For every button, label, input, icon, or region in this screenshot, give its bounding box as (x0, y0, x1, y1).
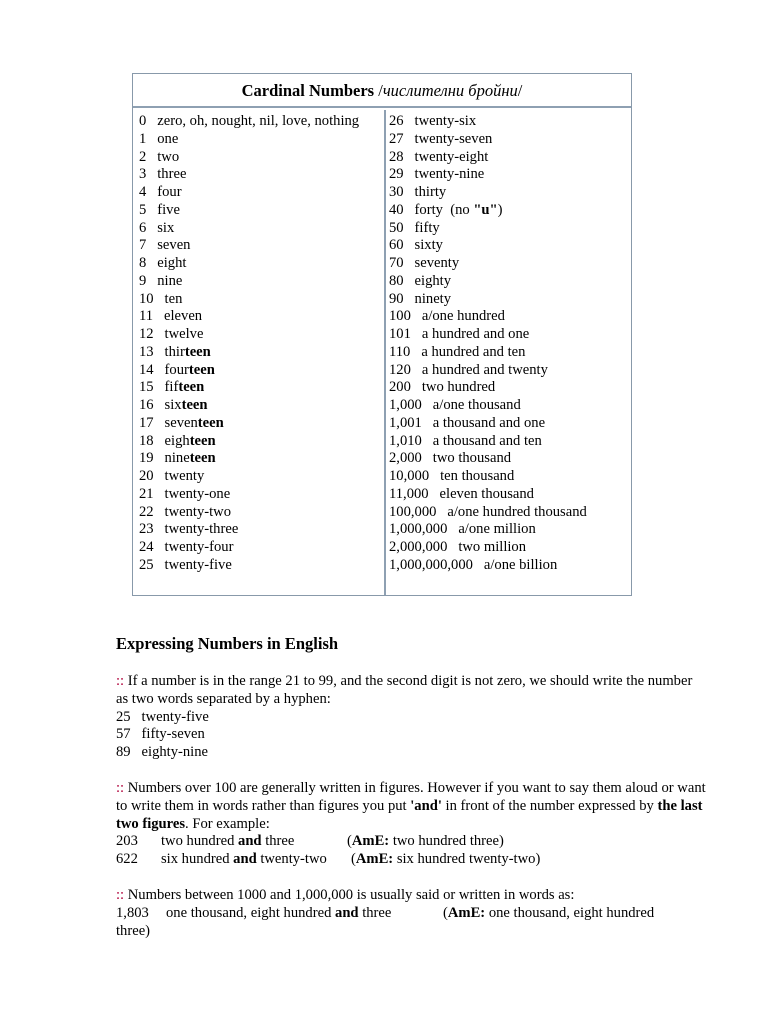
row-word-bold: teen (184, 343, 211, 360)
row-word: a hundred and one (421, 326, 530, 342)
row-number: 30 (389, 184, 404, 200)
table-row (139, 220, 359, 238)
bullet-colons: :: (116, 780, 125, 796)
row-number: 19 (139, 450, 154, 467)
table-row (389, 326, 587, 344)
bold-and: 'and' (410, 797, 442, 814)
row-number: 24 (139, 539, 154, 555)
table-row (389, 255, 587, 273)
row-number: 80 (389, 272, 404, 289)
row-word: two million (458, 539, 527, 555)
table-row (389, 344, 587, 362)
table-row (389, 468, 587, 486)
example-number: 25 (116, 708, 131, 725)
row-number: 15 (139, 379, 154, 396)
table-row (389, 131, 587, 149)
table-row (139, 149, 359, 167)
row-word: nine (157, 272, 183, 289)
row-word: forty (no (414, 201, 474, 218)
ame-note (347, 833, 504, 851)
left-column (139, 113, 359, 575)
table-row (139, 166, 359, 184)
row-word: two thousand (432, 450, 512, 467)
bold-last-two-figures: the last two figures (116, 797, 703, 832)
row-number: 40 (389, 201, 404, 218)
row-number: 70 (389, 255, 404, 271)
table-row (389, 521, 587, 539)
table-row (139, 362, 359, 380)
row-word: two hundred (421, 379, 496, 396)
row-number: 11,000 (389, 485, 429, 502)
row-word: six (157, 219, 175, 236)
table-row (389, 273, 587, 291)
row-number: 11 (139, 308, 154, 325)
table-row (139, 397, 359, 415)
row-word: eighty (414, 272, 452, 289)
row-word: twenty-four (164, 539, 234, 555)
row-word: eight (157, 255, 187, 271)
ame-note (443, 905, 654, 923)
row-word: sixty (414, 237, 443, 254)
title-sep: / (374, 81, 383, 100)
example-words (166, 905, 391, 923)
example-line (116, 833, 706, 851)
row-number: 14 (139, 361, 154, 378)
row-number: 13 (139, 343, 154, 360)
row-word-bold: teen (189, 432, 216, 449)
ame-label: AmE: (447, 904, 486, 921)
row-word: nine (164, 450, 190, 467)
ame-text: one thousand, eight hundred (485, 904, 655, 921)
row-number: 100 (389, 308, 411, 325)
row-number: 101 (389, 326, 411, 342)
ame-paren: ( (347, 833, 352, 850)
row-word: ten (164, 290, 183, 307)
table-row (389, 433, 587, 451)
table-row (139, 273, 359, 291)
row-word: a thousand and ten (432, 432, 542, 449)
row-word-bold: teen (188, 361, 215, 378)
example-line (116, 851, 706, 869)
row-word: ninety (414, 290, 452, 307)
row-word: four (157, 184, 182, 200)
example-word: three (261, 833, 295, 850)
row-word: a hundred and ten (421, 343, 526, 360)
row-word: seven (157, 237, 191, 254)
table-row (389, 291, 587, 309)
row-number: 200 (389, 379, 411, 396)
bold-and: and (233, 851, 257, 868)
row-number: 50 (389, 219, 404, 236)
row-word: twenty-seven (414, 130, 493, 147)
ame-label: AmE: (355, 851, 394, 868)
table-row (389, 220, 587, 238)
row-number: 18 (139, 432, 154, 449)
row-word: seven (164, 414, 198, 431)
row-word: fifty (414, 219, 440, 236)
ame-note (351, 851, 540, 869)
row-word: six (164, 397, 182, 413)
row-word-bold: teen (189, 450, 216, 467)
row-number: 25 (139, 556, 154, 573)
table-row (389, 450, 587, 468)
row-word: a/one billion (483, 556, 558, 573)
row-word: twenty-nine (414, 166, 485, 183)
example-word: fifty-seven (141, 726, 205, 743)
paragraph-body: in front of the number expressed by (441, 797, 658, 814)
example-number: 203 (116, 833, 138, 850)
table-row (389, 362, 587, 380)
example-line (116, 709, 706, 727)
ame-text: two hundred three) (389, 833, 504, 850)
paragraph-body: . For example: (185, 815, 270, 832)
row-word: twenty-eight (414, 148, 489, 165)
row-word-bold: teen (178, 379, 205, 396)
row-number: 1,000,000,000 (389, 556, 473, 573)
table-row (139, 255, 359, 273)
row-word: twenty-six (414, 113, 477, 129)
row-word: ten thousand (440, 468, 515, 484)
example-number: 622 (116, 851, 138, 868)
example-number: 1,803 (116, 904, 149, 921)
ame-text: six hundred twenty-two) (393, 851, 541, 868)
table-row (389, 166, 587, 184)
ame-continuation: three) (116, 922, 151, 939)
row-number: 9 (139, 272, 147, 289)
row-number: 28 (389, 148, 404, 165)
row-number: 21 (139, 485, 154, 502)
table-row (389, 539, 587, 557)
title-english: Cardinal Numbers (241, 81, 375, 100)
row-number: 1,010 (389, 432, 422, 449)
table-row (139, 184, 359, 202)
row-word: twenty (164, 468, 205, 484)
row-number: 60 (389, 237, 404, 254)
table-row (139, 450, 359, 468)
table-row (139, 308, 359, 326)
row-word: four (164, 361, 189, 378)
row-number: 1 (139, 130, 147, 147)
example-word: one thousand, eight hundred (166, 904, 336, 921)
example-line (116, 905, 706, 923)
table-row (139, 539, 359, 557)
table-row (389, 308, 587, 326)
row-number: 10,000 (389, 468, 430, 484)
row-number: 16 (139, 397, 154, 413)
row-word: twenty-three (164, 521, 239, 538)
row-word-bold: teen (197, 414, 224, 431)
table-row (389, 202, 587, 220)
paragraph-text (116, 673, 706, 709)
table-row (139, 557, 359, 575)
row-number: 0 (139, 113, 147, 129)
example-number: 89 (116, 744, 131, 761)
paragraph-body: Numbers over 100 are generally written in figures. However if you want to say them aloud or want to write them in words rather than figures you put (116, 780, 706, 814)
row-word: twenty-one (164, 485, 231, 502)
bold-and: and (238, 833, 262, 850)
cardinal-numbers-table (132, 73, 632, 596)
paragraph-hyphen (116, 673, 706, 762)
row-word: a/one thousand (432, 397, 521, 413)
table-title (133, 74, 631, 108)
table-row (139, 486, 359, 504)
row-word-bold: "u" (473, 201, 498, 218)
row-number: 7 (139, 237, 147, 254)
row-number: 2 (139, 148, 147, 165)
example-word: three (358, 904, 392, 921)
paragraph-over-100 (116, 780, 706, 869)
row-word-bold: teen (181, 397, 208, 413)
row-word: thir (164, 343, 185, 360)
paragraph-text (116, 780, 706, 833)
row-word: twenty-five (164, 556, 232, 573)
table-body (133, 110, 631, 595)
paragraph-body: Numbers between 1000 and 1,000,000 is usually said or written in words as: (124, 887, 575, 903)
row-number: 26 (389, 113, 404, 129)
table-row (139, 433, 359, 451)
section-heading: Expressing Numbers in English (116, 634, 339, 653)
ame-label: AmE: (351, 833, 390, 850)
table-row (389, 486, 587, 504)
row-number: 27 (389, 130, 404, 147)
table-row (389, 184, 587, 202)
bullet-colons: :: (116, 673, 125, 689)
row-word: a hundred and twenty (421, 361, 548, 378)
table-row (139, 504, 359, 522)
row-number: 12 (139, 326, 154, 342)
row-number: 100,000 (389, 503, 437, 520)
row-word: twelve (164, 326, 204, 342)
row-number: 8 (139, 255, 147, 271)
row-number: 2,000 (389, 450, 422, 467)
row-word: eleven (164, 308, 203, 325)
table-row (389, 113, 587, 131)
row-word: eleven thousand (439, 485, 534, 502)
row-number: 4 (139, 184, 147, 200)
table-row (389, 237, 587, 255)
right-column (389, 113, 587, 575)
table-row (389, 557, 587, 575)
table-row (139, 344, 359, 362)
ame-paren: ( (443, 904, 448, 921)
example-line (116, 726, 706, 744)
row-word: a/one hundred (421, 308, 505, 325)
table-row (139, 237, 359, 255)
example-line (116, 744, 706, 762)
row-word: seventy (414, 255, 460, 271)
row-number: 5 (139, 201, 147, 218)
row-number: 3 (139, 166, 147, 183)
row-word: a/one hundred thousand (447, 503, 587, 520)
row-word: eigh (164, 432, 190, 449)
table-row (389, 504, 587, 522)
table-row (139, 468, 359, 486)
row-word: fif (164, 379, 179, 396)
table-row (139, 415, 359, 433)
row-word: a/one million (458, 521, 536, 538)
table-row (389, 379, 587, 397)
example-word: twenty-two (256, 851, 327, 868)
example-words (161, 851, 327, 869)
row-number: 90 (389, 290, 404, 307)
table-row (139, 131, 359, 149)
table-row (139, 521, 359, 539)
row-number: 110 (389, 343, 411, 360)
paragraph-text (116, 887, 706, 905)
table-row (139, 202, 359, 220)
table-row (139, 326, 359, 344)
bold-and: and (335, 904, 359, 921)
row-word: zero, oh, nought, nil, love, nothing (157, 113, 360, 129)
row-word: thirty (414, 184, 447, 200)
table-row (389, 415, 587, 433)
table-row (139, 379, 359, 397)
bullet-colons: :: (116, 887, 125, 903)
row-number: 29 (389, 166, 404, 183)
row-word: three (157, 166, 187, 183)
example-word: six hundred (161, 851, 234, 868)
row-number: 22 (139, 503, 154, 520)
row-number: 23 (139, 521, 154, 538)
paragraph-thousands (116, 887, 706, 940)
row-number: 1,001 (389, 414, 422, 431)
example-word: two hundred (161, 833, 239, 850)
example-word: twenty-five (141, 708, 209, 725)
ame-paren: ( (351, 851, 356, 868)
row-number: 2,000,000 (389, 539, 448, 555)
title-bulgarian: числителни бройни (382, 81, 518, 100)
row-word: one (157, 130, 179, 147)
table-row (139, 113, 359, 131)
row-word: five (157, 201, 180, 218)
row-number: 120 (389, 361, 411, 378)
row-number: 20 (139, 468, 154, 484)
paragraph-body: If a number is in the range 21 to 99, and the second digit is not zero, we should write the number as two words separated by a hyphen: (116, 673, 693, 707)
column-divider (384, 110, 386, 595)
row-number: 1,000 (389, 397, 422, 413)
example-word: eighty-nine (141, 744, 209, 761)
row-number: 1,000,000 (389, 521, 448, 538)
row-word: twenty-two (164, 503, 232, 520)
row-word: a thousand and one (432, 414, 546, 431)
row-number: 6 (139, 219, 147, 236)
row-number: 10 (139, 290, 154, 307)
example-words (161, 833, 294, 851)
table-row (389, 149, 587, 167)
row-word-after: ) (497, 201, 503, 218)
table-row (389, 397, 587, 415)
table-row (139, 291, 359, 309)
row-word: two (157, 148, 180, 165)
title-sep: / (517, 81, 523, 100)
example-number: 57 (116, 726, 131, 743)
row-number: 17 (139, 414, 154, 431)
